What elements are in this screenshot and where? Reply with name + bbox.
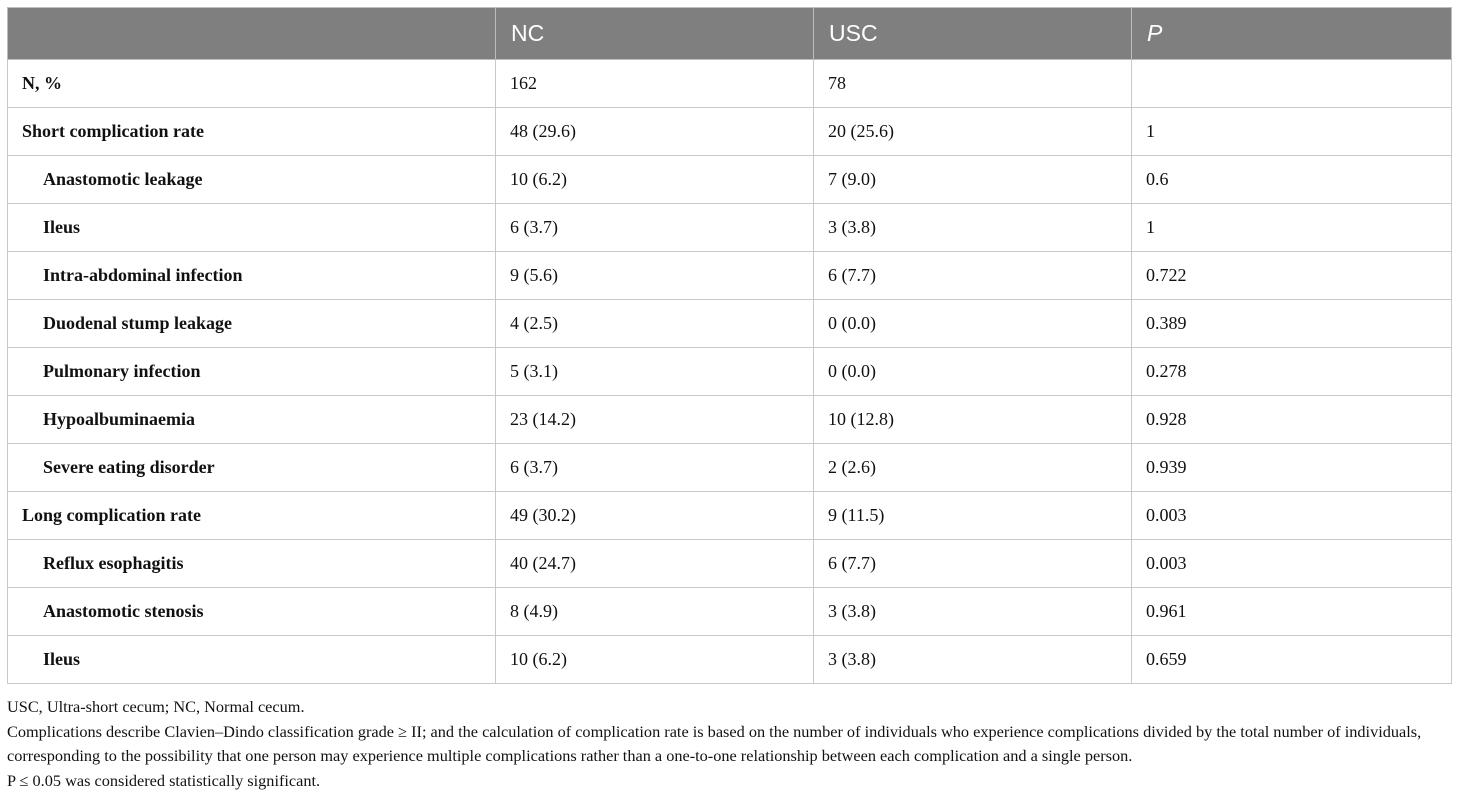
cell-nc: 9 (5.6) xyxy=(496,252,814,300)
cell-nc: 48 (29.6) xyxy=(496,108,814,156)
row-label: Long complication rate xyxy=(8,492,496,540)
cell-p: 0.003 xyxy=(1132,492,1452,540)
row-label: Intra-abdominal infection xyxy=(8,252,496,300)
table-row xyxy=(8,396,1452,444)
row-label: Ileus xyxy=(8,636,496,684)
cell-nc: 8 (4.9) xyxy=(496,588,814,636)
cell-nc: 23 (14.2) xyxy=(496,396,814,444)
header-label-column xyxy=(8,8,496,60)
table-row xyxy=(8,300,1452,348)
table-row xyxy=(8,636,1452,684)
header-usc: USC xyxy=(814,8,1132,60)
table-footnotes xyxy=(7,695,1451,793)
cell-usc: 78 xyxy=(814,60,1132,108)
cell-p: 0.389 xyxy=(1132,300,1452,348)
row-label: Reflux esophagitis xyxy=(8,540,496,588)
row-label: Pulmonary infection xyxy=(8,348,496,396)
row-label: Hypoalbuminaemia xyxy=(8,396,496,444)
cell-nc: 10 (6.2) xyxy=(496,636,814,684)
cell-nc: 4 (2.5) xyxy=(496,300,814,348)
table-header-row xyxy=(8,8,1452,60)
cell-p: 0.722 xyxy=(1132,252,1452,300)
cell-p: 1 xyxy=(1132,108,1452,156)
footnote-abbreviations: USC, Ultra-short cecum; NC, Normal cecum. xyxy=(7,697,305,716)
row-label: Severe eating disorder xyxy=(8,444,496,492)
table-row xyxy=(8,252,1452,300)
cell-usc: 0 (0.0) xyxy=(814,348,1132,396)
row-label: Ileus xyxy=(8,204,496,252)
cell-nc: 6 (3.7) xyxy=(496,444,814,492)
row-label: Short complication rate xyxy=(8,108,496,156)
table-row xyxy=(8,588,1452,636)
cell-nc: 5 (3.1) xyxy=(496,348,814,396)
cell-p xyxy=(1132,60,1452,108)
cell-usc: 10 (12.8) xyxy=(814,396,1132,444)
cell-usc: 3 (3.8) xyxy=(814,204,1132,252)
cell-usc: 9 (11.5) xyxy=(814,492,1132,540)
cell-usc: 3 (3.8) xyxy=(814,588,1132,636)
cell-p: 0.278 xyxy=(1132,348,1452,396)
cell-nc: 49 (30.2) xyxy=(496,492,814,540)
table-row xyxy=(8,492,1452,540)
table-row xyxy=(8,348,1452,396)
header-p-value: P xyxy=(1132,8,1452,60)
cell-p: 0.659 xyxy=(1132,636,1452,684)
results-table-container xyxy=(7,7,1451,684)
cell-p: 0.928 xyxy=(1132,396,1452,444)
cell-nc: 40 (24.7) xyxy=(496,540,814,588)
table-row xyxy=(8,204,1452,252)
row-label: N, % xyxy=(8,60,496,108)
cell-usc: 6 (7.7) xyxy=(814,540,1132,588)
cell-usc: 7 (9.0) xyxy=(814,156,1132,204)
header-nc: NC xyxy=(496,8,814,60)
table-row xyxy=(8,156,1452,204)
cell-usc: 3 (3.8) xyxy=(814,636,1132,684)
row-label: Anastomotic leakage xyxy=(8,156,496,204)
cell-nc: 10 (6.2) xyxy=(496,156,814,204)
footnote-complications: Complications describe Clavien–Dindo classification grade ≥ II; and the calculation of complication rate is based on the number of individuals who experience complications divided by the total number of individuals, corresponding to the possibility that one person may experience multiple complications rather than a one-to-one relationship between each complication and a single person. xyxy=(7,721,1422,765)
table-row xyxy=(8,60,1452,108)
cell-nc: 162 xyxy=(496,60,814,108)
row-label: Duodenal stump leakage xyxy=(8,300,496,348)
footnote-significance: P ≤ 0.05 was considered statistically significant. xyxy=(7,770,321,790)
cell-usc: 0 (0.0) xyxy=(814,300,1132,348)
cell-p: 0.003 xyxy=(1132,540,1452,588)
cell-p: 0.961 xyxy=(1132,588,1452,636)
cell-p: 1 xyxy=(1132,204,1452,252)
complications-table xyxy=(7,7,1452,684)
table-row xyxy=(8,108,1452,156)
cell-nc: 6 (3.7) xyxy=(496,204,814,252)
cell-usc: 6 (7.7) xyxy=(814,252,1132,300)
cell-p: 0.939 xyxy=(1132,444,1452,492)
cell-usc: 20 (25.6) xyxy=(814,108,1132,156)
table-row xyxy=(8,540,1452,588)
table-row xyxy=(8,444,1452,492)
cell-p: 0.6 xyxy=(1132,156,1452,204)
row-label: Anastomotic stenosis xyxy=(8,588,496,636)
cell-usc: 2 (2.6) xyxy=(814,444,1132,492)
